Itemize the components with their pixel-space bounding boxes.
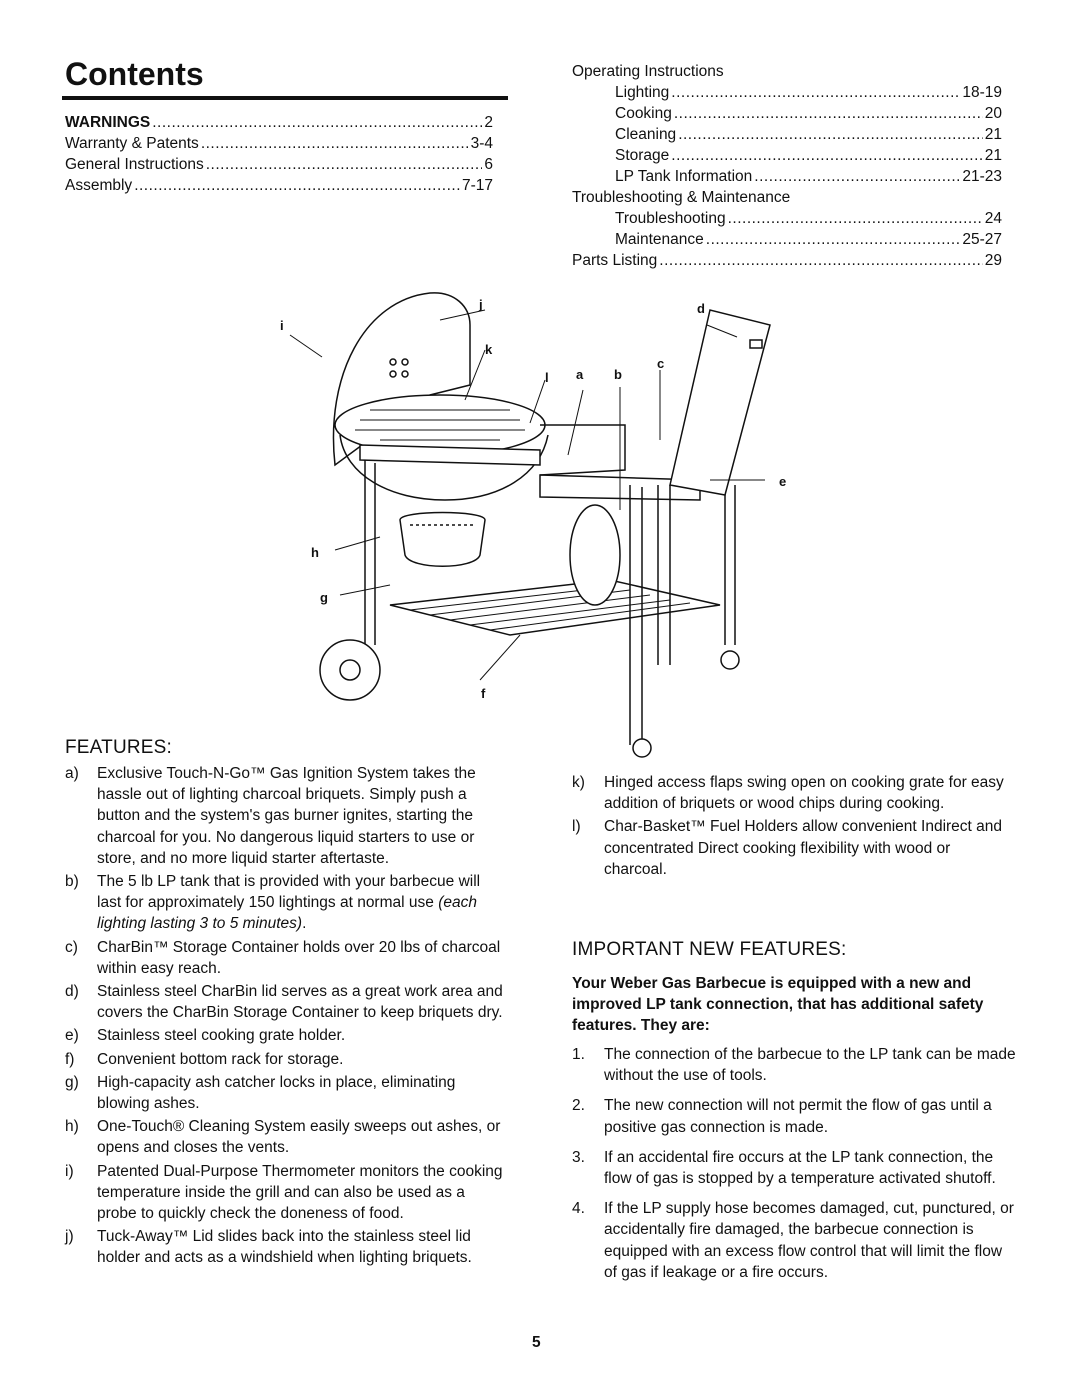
toc-page: 6 — [484, 156, 493, 173]
callout-b: b — [614, 367, 622, 382]
wheel — [320, 640, 380, 700]
list-item: c) CharBin™ Storage Container holds over 20 lbs of charcoal within easy reach. — [65, 938, 501, 977]
toc-label: Cooking — [615, 105, 672, 122]
toc-entry[interactable] — [572, 82, 1002, 103]
list-item: l) Char-Basket™ Fuel Holders allow convenient Indirect and concentrated Direct cooking flexibility with wood or charcoal. — [572, 818, 1003, 878]
list-item: f) Convenient bottom rack for storage. — [65, 1050, 344, 1068]
toc-entry[interactable] — [572, 229, 1002, 250]
callout-j: j — [479, 297, 483, 312]
toc-page: 18-19 — [962, 84, 1002, 101]
list-item: 4. If the LP supply hose becomes damaged, cut, punctured, or accidentally fire damaged, the barbecue connection is equipped with an excess flow control that will limit the flow of gas if leakage or a fire occurs. — [572, 1200, 1014, 1281]
grill-diagram — [270, 285, 810, 770]
callout-i: i — [280, 318, 284, 333]
toc-page: 21 — [984, 126, 1002, 143]
list-item: 1. The connection of the barbecue to the LP tank can be made without the use of tools. — [572, 1046, 1016, 1085]
toc-label: Troubleshooting — [615, 210, 726, 227]
toc-label: General Instructions — [65, 156, 204, 173]
list-item: h) One-Touch® Cleaning System easily sweeps out ashes, or opens and closes the vents. — [65, 1118, 501, 1157]
list-item: 2. The new connection will not permit the flow of gas until a positive gas connection is made. — [572, 1097, 992, 1136]
charbin-lid — [670, 310, 770, 495]
callout-k: k — [485, 342, 493, 357]
toc-entry[interactable] — [65, 175, 493, 196]
callout-d: d — [697, 301, 705, 316]
callout-g: g — [320, 590, 328, 605]
important-list — [572, 1044, 1017, 1292]
ash-catcher — [400, 513, 485, 567]
toc-label: Maintenance — [615, 231, 704, 248]
list-item: a) Exclusive Touch-N-Go™ Gas Ignition System takes the hassle out of lighting charcoal briquets. Simply push a button and the system's gas burner ignites, starting the charcoal for you. No dangerous liquid starters to use or store, and no more liquid starter aftertaste. — [65, 765, 476, 867]
toc-entry[interactable] — [572, 103, 1002, 124]
list-item: k) Hinged access flaps swing open on cooking grate for easy addition of briquets or wood chips during cooking. — [572, 774, 1004, 813]
toc-label: Assembly — [65, 177, 133, 194]
important-heading: IMPORTANT NEW FEATURES: — [572, 939, 847, 960]
toc-entry[interactable] — [65, 133, 493, 154]
toc-page: 7-17 — [461, 177, 493, 194]
list-item: d) Stainless steel CharBin lid serves as a great work area and covers the CharBin Storage Container to keep briquets dry. — [65, 983, 503, 1022]
cart-frame — [360, 445, 540, 465]
toc-left — [65, 112, 493, 196]
page-title: Contents — [65, 56, 204, 92]
toc-entry[interactable] — [572, 124, 1002, 145]
toc-label: Cleaning — [615, 126, 677, 143]
callout-l: l — [545, 370, 549, 385]
callout-h: h — [311, 545, 319, 560]
toc-right — [572, 61, 1002, 271]
grill-illustration — [270, 285, 810, 770]
list-item: g) High-capacity ash catcher locks in place, eliminating blowing ashes. — [65, 1073, 456, 1113]
list-item: j) Tuck-Away™ Lid slides back into the stainless steel lid holder and acts as a windshield when lighting briquets. — [65, 1228, 472, 1267]
title-divider — [62, 96, 508, 100]
list-item: e) Stainless steel cooking grate holder. — [65, 1027, 346, 1045]
page-number: 5 — [532, 1334, 541, 1351]
toc-label: Storage — [615, 147, 670, 164]
important-intro: Your Weber Gas Barbecue is equipped with a new and improved LP tank connection, that has additional safety features. They are: — [572, 975, 984, 1035]
list-item: i) Patented Dual-Purpose Thermometer monitors the cooking temperature inside the grill and can also be used as a probe to quickly check the doneness of food. — [65, 1162, 503, 1223]
toc-label: Lighting — [615, 84, 670, 101]
toc-label: LP Tank Information — [615, 168, 753, 185]
toc-entry[interactable] — [572, 166, 1002, 187]
callout-f: f — [481, 686, 486, 701]
toc-label: WARNINGS — [65, 114, 151, 131]
list-item: b) The 5 lb LP tank that is provided with your barbecue will last for approximately 150 lightings at normal use (each lighting lasting 3 to 5 minutes). — [65, 873, 481, 933]
toc-page: 2 — [484, 114, 493, 131]
toc-entry[interactable] — [65, 112, 493, 133]
toc-entry[interactable] — [572, 145, 1002, 166]
toc-page: 21 — [984, 147, 1002, 164]
callout-c: c — [657, 356, 665, 371]
toc-entry[interactable] — [572, 250, 1002, 271]
callout-e: e — [779, 474, 787, 489]
toc-entry[interactable] — [572, 208, 1002, 229]
toc-label: Parts Listing — [572, 252, 658, 269]
toc-section-heading: Operating Instructions — [572, 63, 724, 80]
features-list-continued — [572, 772, 1012, 882]
toc-page: 21-23 — [962, 168, 1002, 185]
toc-entry[interactable] — [65, 154, 493, 175]
toc-page: 20 — [984, 105, 1002, 122]
callout-a: a — [576, 367, 584, 382]
toc-label: Warranty & Patents — [65, 135, 199, 152]
list-item: 3. If an accidental fire occurs at the LP tank connection, the flow of gas is stopped by a temperature activated shutoff. — [572, 1148, 996, 1188]
features-list — [65, 763, 507, 1271]
toc-page: 3-4 — [470, 135, 493, 152]
toc-page: 25-27 — [962, 231, 1002, 248]
toc-page: 24 — [984, 210, 1002, 227]
toc-page: 29 — [984, 252, 1002, 269]
toc-section-heading: Troubleshooting & Maintenance — [572, 189, 791, 206]
features-heading: FEATURES: — [65, 737, 173, 758]
